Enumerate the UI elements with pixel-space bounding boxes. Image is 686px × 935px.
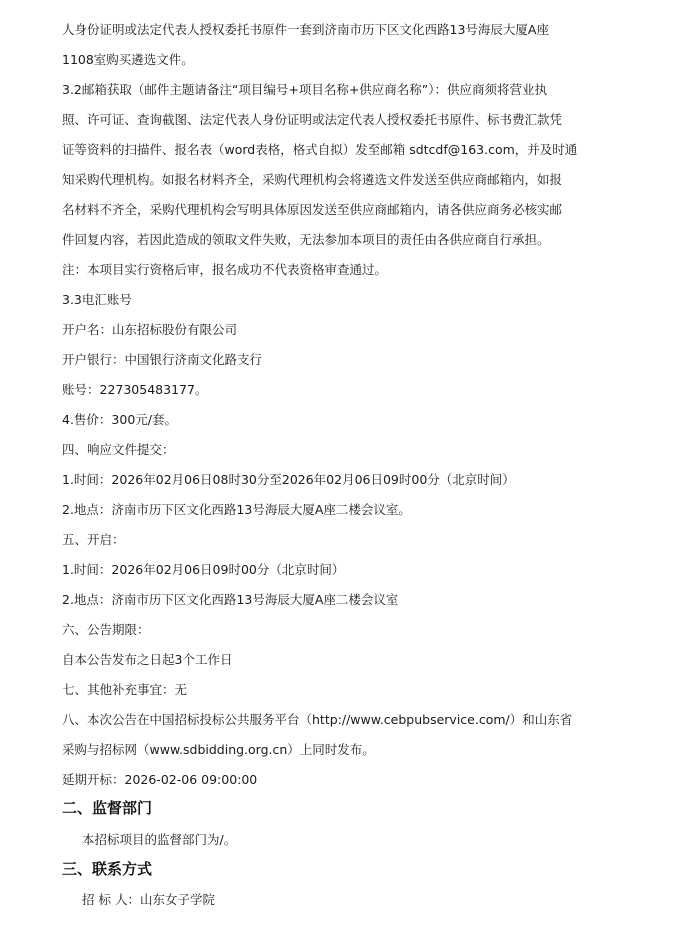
section-heading: 七、其他补充事宜：无 <box>62 682 188 697</box>
paragraph-line: 照、许可证、查询截图、法定代表人身份证明或法定代表人授权委托书原件、标书费汇款凭 <box>62 112 563 127</box>
section-heading: 四、响应文件提交： <box>62 442 175 457</box>
paragraph-line: 名材料不齐全，采购代理机构会写明具体原因发送至供应商邮箱内，请各供应商务必核实邮 <box>62 202 563 217</box>
section-heading-supervision: 二、监督部门 <box>62 799 153 817</box>
price-line: 4.售价：300元/套。 <box>62 412 177 427</box>
paragraph-line: 证等资料的扫描件、报名表（word表格，格式自拟）发至邮箱 sdtcdf@163.com，并及时通 <box>62 142 578 157</box>
note-line: 注：本项目实行资格后审，报名成功不代表资格审查通过。 <box>62 262 388 277</box>
section-heading: 六、公告期限： <box>62 622 150 637</box>
paragraph-line: 件回复内容，若因此造成的领取文件失败，无法参加本项目的责任由各供应商自行承担。 <box>62 232 550 247</box>
publication-line: 采购与招标网（www.sdbidding.org.cn）上同时发布。 <box>62 742 375 757</box>
subsection-heading: 3.3电汇账号 <box>62 292 132 307</box>
paragraph-line: 人身份证明或法定代表人授权委托书原件一套到济南市历下区文化西路13号海辰大厦A座 <box>62 22 549 37</box>
publication-line: 八、本次公告在中国招标投标公共服务平台（http://www.cebpubservice.com/）和山东省 <box>62 712 573 727</box>
bank-name: 开户银行：中国银行济南文化路支行 <box>62 352 263 367</box>
section-heading: 五、开启： <box>62 532 125 547</box>
postponed-opening: 延期开标：2026-02-06 09:00:00 <box>62 772 258 787</box>
opening-location: 2.地点：济南市历下区文化西路13号海辰大厦A座二楼会议室 <box>62 592 399 607</box>
paragraph-line: 1108室购买遴选文件。 <box>62 52 194 67</box>
paragraph-line: 3.2邮箱获取（邮件主题请备注“项目编号+项目名称+供应商名称”）：供应商须将营业执 <box>62 82 548 97</box>
contact-tenderer: 招 标 人：山东女子学院 <box>82 892 215 907</box>
account-name: 开户名：山东招标股份有限公司 <box>62 322 238 337</box>
submission-location: 2.地点：济南市历下区文化西路13号海辰大厦A座二楼会议室。 <box>62 502 411 517</box>
account-number: 账号：227305483177。 <box>62 382 208 397</box>
paragraph-line: 知采购代理机构。如报名材料齐全，采购代理机构会将遴选文件发送至供应商邮箱内，如报 <box>62 172 563 187</box>
opening-time: 1.时间：2026年02月06日09时00分（北京时间） <box>62 562 345 577</box>
supervision-text: 本招标项目的监督部门为/。 <box>82 832 237 847</box>
submission-time: 1.时间：2026年02月06日08时30分至2026年02月06日09时00分（北京时间） <box>62 472 515 487</box>
notice-period: 自本公告发布之日起3个工作日 <box>62 652 233 667</box>
section-heading-contact: 三、联系方式 <box>62 860 153 878</box>
